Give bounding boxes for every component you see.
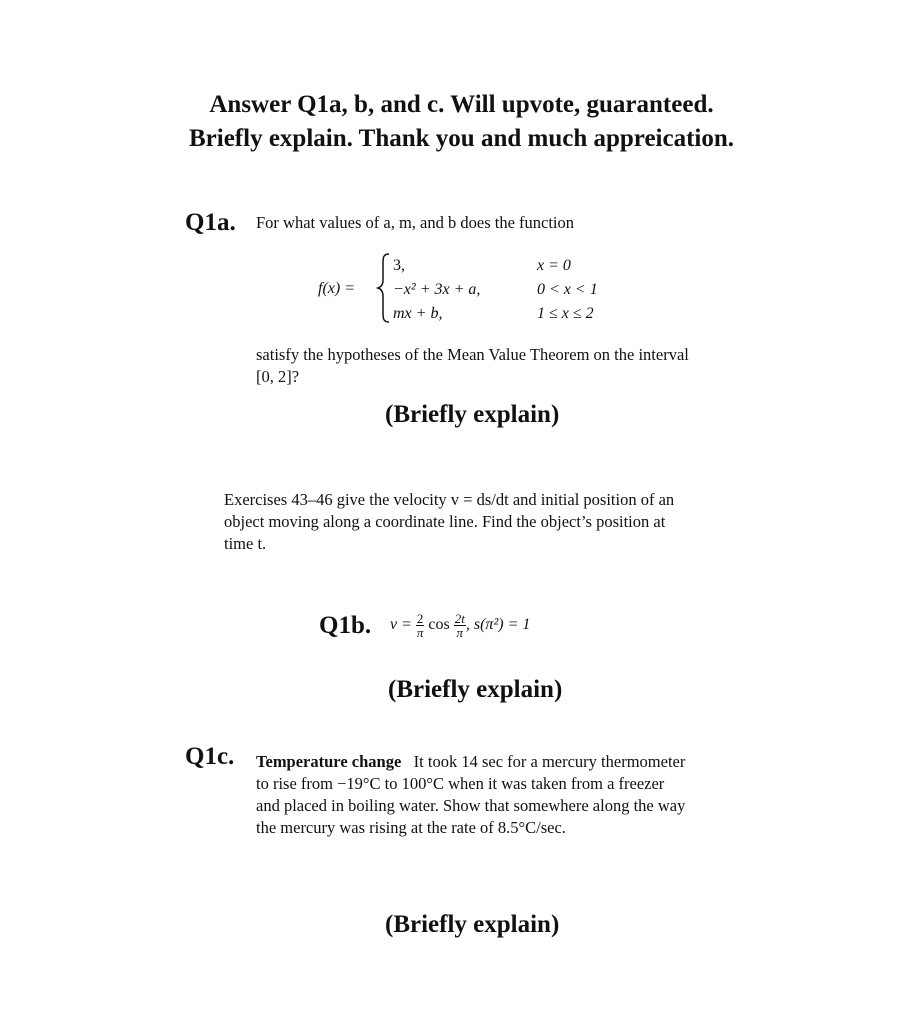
exercises-line-2: object moving along a coordinate line. Find the object’s position at (224, 512, 666, 531)
q1b-frac1-den: π (416, 624, 424, 640)
q1c-label: Q1c. (185, 743, 235, 770)
q1b-cos: cos (428, 616, 450, 633)
q1a-function-name: f(x) = (318, 280, 355, 297)
q1a-followup-1: satisfy the hypotheses of the Mean Value Theorem on the interval (256, 345, 689, 364)
q1b-label: Q1b. (319, 612, 372, 639)
q1c-explain: (Briefly explain) (385, 911, 560, 938)
q1a-piece-2-cond: 0 < x < 1 (537, 281, 598, 298)
q1a-piece-1-expr: 3, (393, 257, 405, 274)
q1c-line-4: the mercury was rising at the rate of 8.5°C/sec. (256, 818, 566, 837)
q1a-piece-2-expr: −x² + 3x + a, (393, 281, 481, 298)
q1b-frac2-num: 2t (454, 610, 465, 626)
header-line-2: Briefly explain. Thank you and much appreication. (188, 125, 735, 152)
exercises-line-1: Exercises 43–46 give the velocity v = ds/dt and initial position of an (224, 490, 675, 509)
q1c-line-1 (256, 751, 685, 773)
q1b-v-prefix: v = (390, 616, 412, 633)
q1c-line-3: and placed in boiling water. Show that somewhere along the way (256, 796, 686, 815)
q1b-frac2-den: π (456, 624, 464, 640)
q1c-line-1-text: It took 14 sec for a mercury thermometer (413, 752, 686, 771)
q1c-line-2: to rise from −19°C to 100°C when it was taken from a freezer (256, 774, 665, 793)
q1b-equation (390, 605, 530, 645)
q1a-piece-1-cond: x = 0 (537, 257, 571, 274)
header-line-1: Answer Q1a, b, and c. Will upvote, guaranteed. (209, 91, 714, 118)
q1a-piece-3-cond: 1 ≤ x ≤ 2 (537, 305, 594, 322)
q1b-fraction-2 (454, 612, 466, 639)
q1b-explain: (Briefly explain) (388, 676, 563, 703)
q1c-title: Temperature change (256, 752, 402, 771)
q1b-initial: , s(π²) = 1 (465, 616, 531, 633)
left-brace-icon (376, 252, 392, 324)
q1a-label: Q1a. (185, 209, 236, 236)
q1a-prompt: For what values of a, m, and b does the function (256, 213, 575, 232)
q1a-piece-3-expr: mx + b, (393, 305, 443, 322)
q1a-followup-2: [0, 2]? (256, 367, 300, 386)
exercises-line-3: time t. (224, 534, 267, 553)
q1a-explain: (Briefly explain) (385, 401, 560, 428)
q1b-fraction-1 (416, 612, 425, 639)
q1b-frac1-num: 2 (416, 610, 424, 626)
